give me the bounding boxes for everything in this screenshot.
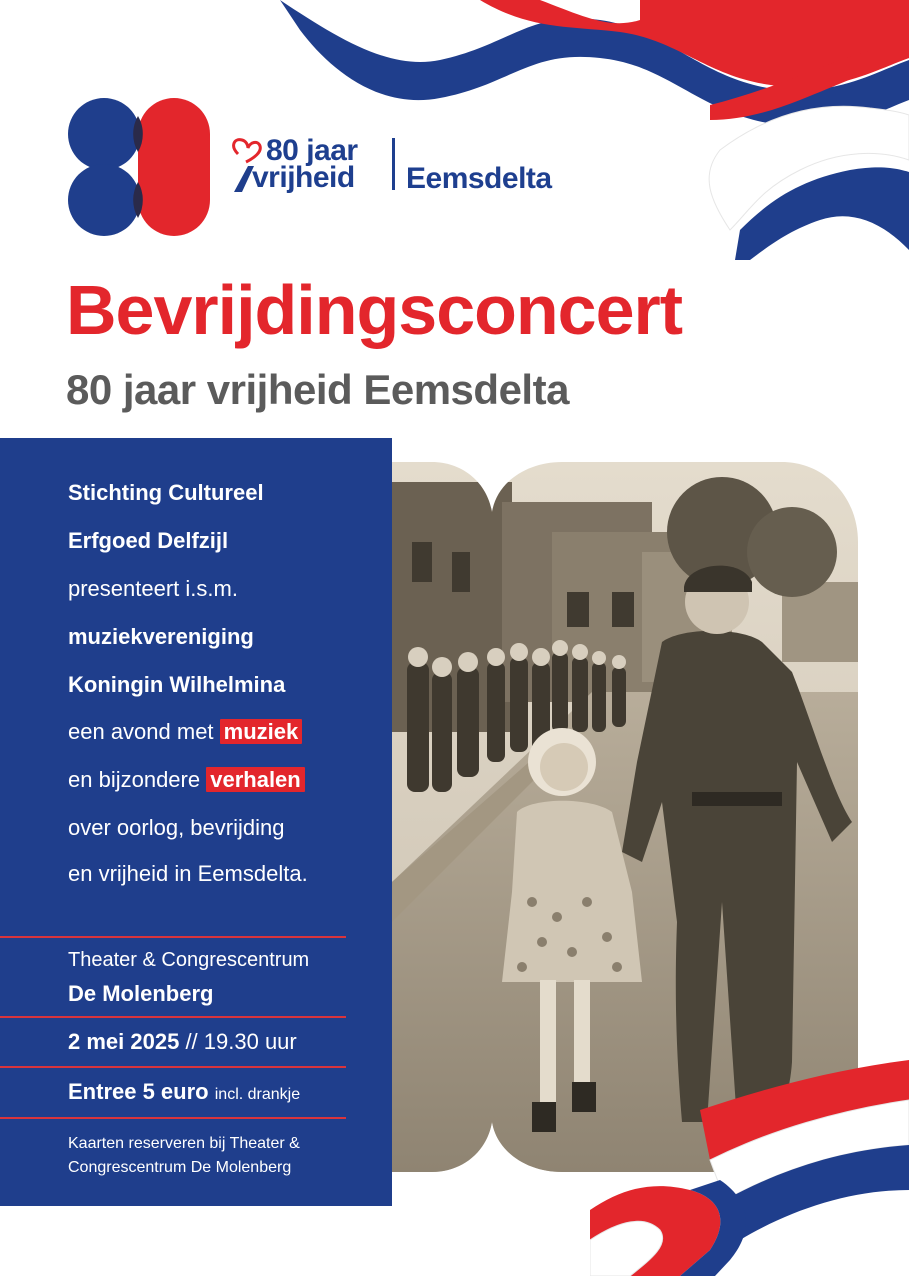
price-line bbox=[68, 1077, 300, 1110]
stories-prefix: en bijzondere bbox=[68, 767, 201, 792]
organizer-line-1: Stichting Cultureel bbox=[68, 480, 264, 505]
price-note: incl. drankje bbox=[214, 1086, 301, 1103]
logo-text-80-jaar: 80 jaar bbox=[266, 134, 358, 167]
divider-rule bbox=[0, 1066, 346, 1068]
flag-ribbon-top bbox=[280, 0, 909, 260]
venue-name: De Molenberg bbox=[68, 981, 214, 1006]
evening-prefix: een avond met bbox=[68, 719, 214, 744]
stories-line bbox=[68, 765, 305, 795]
organizer-line-2: Erfgoed Delfzijl bbox=[68, 528, 229, 553]
venue-line-1: Theater & Congrescentrum bbox=[68, 949, 310, 971]
date-time-line bbox=[68, 1027, 297, 1057]
divider-rule bbox=[0, 1016, 346, 1018]
partner-line-2: Koningin Wilhelmina bbox=[68, 672, 286, 697]
war-line: over oorlog, bevrijding bbox=[68, 815, 285, 840]
presents-line: presenteert i.s.m. bbox=[68, 576, 238, 601]
highlight-stories: verhalen bbox=[206, 767, 305, 792]
tickets-line-1: Kaarten reserveren bij Theater & bbox=[68, 1135, 300, 1152]
page-subtitle: 80 jaar vrijheid Eemsdelta bbox=[66, 366, 569, 413]
page-title: Bevrijdingsconcert bbox=[66, 271, 683, 349]
divider-rule bbox=[0, 1117, 346, 1119]
logo-divider bbox=[392, 138, 395, 190]
highlight-music: muziek bbox=[220, 719, 303, 744]
price: Entree 5 euro bbox=[68, 1079, 209, 1104]
flag-ribbon-bottom bbox=[590, 1050, 909, 1276]
info-panel bbox=[0, 438, 392, 1206]
partner-line-1: muziekvereniging bbox=[68, 624, 254, 649]
evening-line bbox=[68, 717, 302, 747]
divider-rule bbox=[0, 936, 346, 938]
event-date: 2 mei 2025 bbox=[68, 1029, 180, 1054]
tickets-line-2: Congrescentrum De Molenberg bbox=[68, 1159, 292, 1176]
logo-80-mark bbox=[66, 96, 212, 238]
logo-text-eemsdelta: Eemsdelta bbox=[406, 162, 552, 195]
logo-text-vrijheid: vrijheid bbox=[252, 161, 355, 194]
event-time: // 19.30 uur bbox=[185, 1029, 297, 1054]
freedom-line: en vrijheid in Eemsdelta. bbox=[68, 861, 308, 886]
